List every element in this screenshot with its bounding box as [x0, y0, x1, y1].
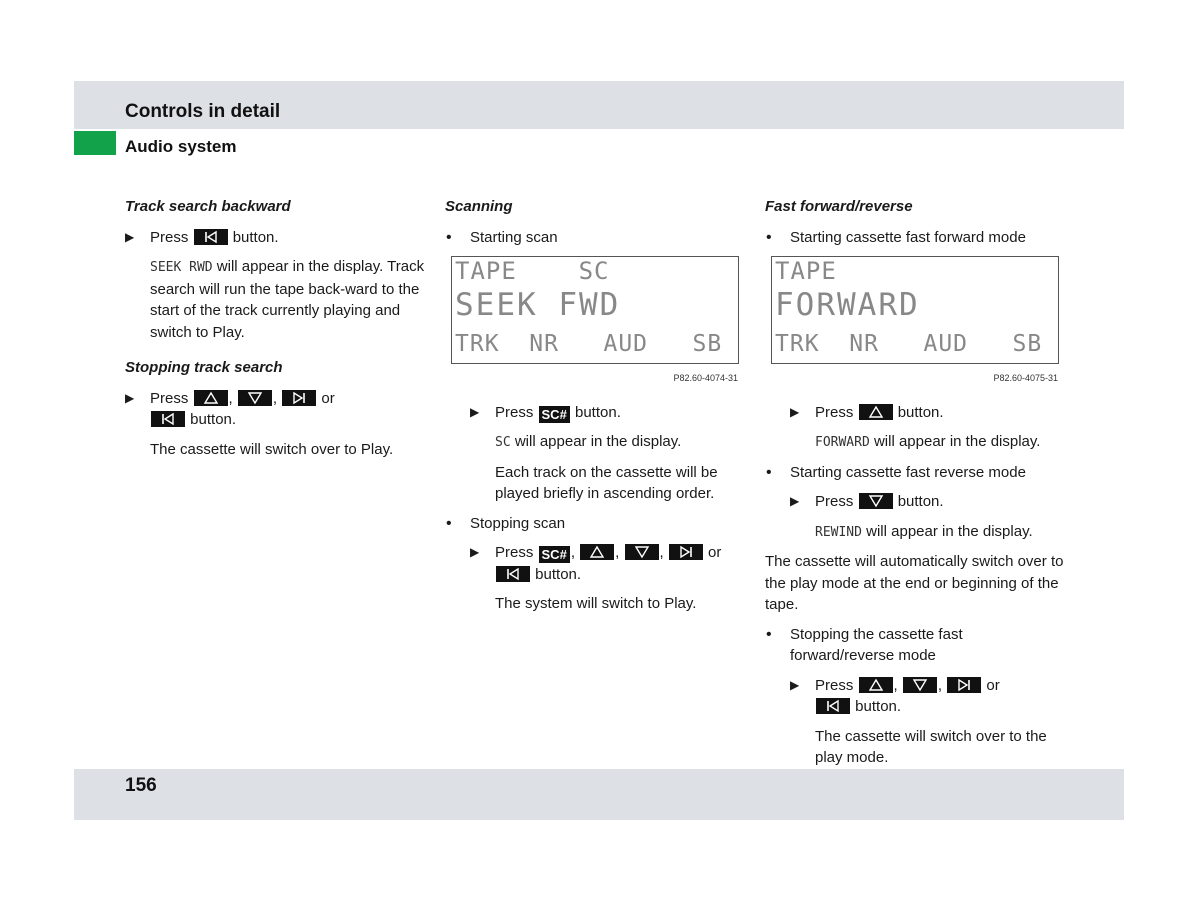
- step-arrow-icon: ▶: [125, 390, 135, 405]
- bullet-dot-icon: •: [766, 463, 772, 481]
- sc-key-icon: SC#: [539, 406, 570, 423]
- step-arrow-icon: ▶: [790, 677, 800, 692]
- column-scanning: [445, 196, 745, 623]
- heading-scanning: Scanning: [445, 198, 513, 215]
- bullet-stopping-scan: • Stopping scan: [445, 513, 745, 535]
- page-number: 156: [125, 775, 157, 796]
- result-sc: SC will appear in the display.: [495, 433, 682, 450]
- result-switch-play: The system will switch to Play.: [495, 595, 697, 612]
- step-arrow-icon: ▶: [470, 404, 480, 419]
- display-code: FORWARD: [815, 435, 870, 450]
- step-arrow-icon: ▶: [125, 229, 135, 244]
- auto-switch-paragraph: The cassette will automatically switch over to the play mode at the end or beginning of the tape.: [765, 553, 1064, 613]
- lcd-row-3: TRK NR AUD SB: [775, 331, 1043, 357]
- triangle-down-key-icon: [625, 544, 659, 560]
- step-press-keys: ▶ Press , , or button.: [125, 389, 335, 428]
- figure-code: P82.60-4075-31: [993, 373, 1058, 383]
- skip-forward-key-icon: [282, 390, 316, 406]
- result-switch-play: The cassette will switch over to Play.: [150, 440, 394, 458]
- triangle-up-key-icon: [859, 404, 893, 420]
- footer-band: [74, 769, 1124, 820]
- step-press-keys: ▶ Press SC# , , , or button.: [470, 544, 722, 583]
- skip-back-key-icon: [496, 566, 530, 582]
- bullet-dot-icon: •: [766, 625, 772, 643]
- display-code: SEEK RWD: [150, 260, 213, 275]
- bullet-starting-scan: • Starting scan: [445, 227, 745, 249]
- skip-back-key-icon: [816, 698, 850, 714]
- result-seek-rwd: SEEK RWD will appear in the display. Track search will run the tape back-ward to the start of the track currently playing and switch to Play.: [150, 258, 425, 341]
- triangle-down-key-icon: [859, 493, 893, 509]
- triangle-down-key-icon: [903, 677, 937, 693]
- display-illustration-scan: [451, 256, 739, 364]
- bullet-stop-ff: • Stopping the cassette fast forward/reverse mode: [766, 625, 963, 664]
- lcd-row-2: SEEK FWD: [455, 287, 621, 323]
- skip-back-key-icon: [151, 411, 185, 427]
- display-code: SC: [495, 435, 511, 450]
- sc-key-icon: SC#: [539, 546, 570, 563]
- bullet-dot-icon: •: [446, 228, 452, 246]
- result-forward: FORWARD will appear in the display.: [815, 433, 1041, 450]
- column-track-search: [125, 196, 425, 468]
- heading-stopping-track-search: Stopping track search: [125, 359, 283, 376]
- lcd-row-1: TAPE SC: [455, 257, 610, 285]
- triangle-up-key-icon: [194, 390, 228, 406]
- triangle-up-key-icon: [580, 544, 614, 560]
- column-fast-forward: [765, 196, 1065, 777]
- step-arrow-icon: ▶: [790, 494, 800, 508]
- result-rewind: REWIND will appear in the display.: [815, 522, 1033, 540]
- display-illustration-forward: [771, 256, 1059, 364]
- lcd-row-1: TAPE: [775, 257, 837, 285]
- triangle-down-key-icon: [238, 390, 272, 406]
- section-marker: [74, 131, 116, 155]
- lcd-row-3: TRK NR AUD SB: [455, 331, 723, 357]
- bullet-dot-icon: •: [446, 514, 452, 532]
- step-press-sc: ▶ Press SC# button.: [470, 403, 621, 422]
- step-press-up: ▶ Press button.: [790, 402, 1065, 424]
- display-code: REWIND: [815, 524, 862, 540]
- step-press-prev: ▶ Press button.: [125, 227, 425, 249]
- heading-track-search-backward: Track search backward: [125, 198, 291, 215]
- page-subtitle: Audio system: [125, 137, 237, 156]
- bullet-dot-icon: •: [766, 228, 772, 246]
- heading-fast-forward-reverse: Fast forward/reverse: [765, 198, 913, 215]
- result-switch-play: The cassette will switch over to the play mode.: [815, 727, 1047, 766]
- bullet-start-ff: • Starting cassette fast forward mode: [765, 227, 1065, 249]
- lcd-row-2: FORWARD: [775, 287, 920, 323]
- page-title: Controls in detail: [125, 101, 281, 122]
- desc-scan: Each track on the cassette will be played briefly in ascending order.: [495, 463, 718, 502]
- step-press-keys: ▶ Press , , or button.: [790, 676, 1000, 715]
- step-arrow-icon: ▶: [790, 404, 800, 419]
- skip-back-key-icon: [194, 229, 228, 245]
- triangle-up-key-icon: [859, 677, 893, 693]
- figure-code: P82.60-4074-31: [673, 373, 738, 383]
- step-arrow-icon: ▶: [470, 545, 480, 559]
- step-press-down: ▶ Press button.: [790, 491, 1065, 513]
- skip-forward-key-icon: [947, 677, 981, 693]
- skip-forward-key-icon: [669, 544, 703, 560]
- bullet-start-rew: • Starting cassette fast reverse mode: [765, 462, 1065, 484]
